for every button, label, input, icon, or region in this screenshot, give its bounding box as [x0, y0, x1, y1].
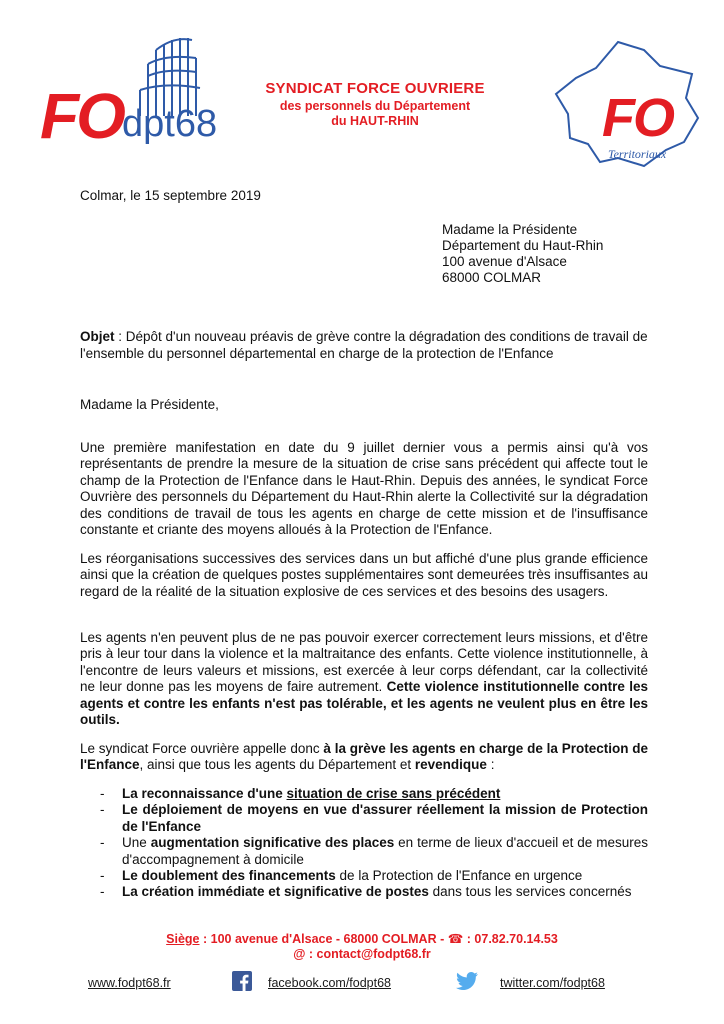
- svg-text:FO: FO: [602, 88, 673, 148]
- paragraph-4-text: , ainsi que tous les agents du Département et: [139, 757, 415, 773]
- list-item: [80, 835, 648, 868]
- salutation: Madame la Présidente,: [80, 397, 219, 412]
- facebook-icon[interactable]: [232, 971, 252, 991]
- demand-text: dans tous les services concernés: [428, 884, 632, 900]
- phone-icon: ☎: [447, 932, 464, 946]
- footer-email[interactable]: @ : contact@fodpt68.fr: [293, 947, 431, 961]
- recipient-line: Madame la Présidente: [442, 222, 578, 237]
- paragraph-4: [80, 741, 648, 774]
- paragraph-4-bold: revendique: [414, 757, 487, 773]
- svg-text:dpt68: dpt68: [122, 103, 218, 145]
- letter-date: Colmar, le 15 septembre 2019: [80, 188, 261, 203]
- fodpt68-logo-icon: [36, 30, 246, 150]
- paragraph-3-text: Les agents n'en peuvent plus de ne pas pouvoir exercer correctement leurs missions, et d'être pris à leur tour dans la violence et la maltraitance des enfants. Cette violence institutionnelle, à l'encontre de leurs valeurs et missions, est exercée à leur corps défendant, car la collectivité ne leur donne pas les moyens de faire autrement.: [80, 630, 648, 695]
- demand-text-bold: augmentation significative des places: [150, 835, 395, 851]
- paragraph-3-bold: Cette violence institutionnelle contre les agents et contre les enfants n'est pas tolérable, et les agents ne veulent plus en être les outils.: [80, 679, 648, 728]
- demand-text: Le déploiement de moyens en vue d'assurer réellement la mission de Protection de l'Enfance: [122, 802, 648, 834]
- list-item: [80, 786, 648, 802]
- svg-text:FO: FO: [40, 80, 123, 150]
- footer-address: [0, 931, 724, 946]
- recipient-line: Département du Haut-Rhin: [442, 238, 604, 253]
- demand-text: de la Protection de l'Enfance en urgence: [335, 868, 583, 884]
- recipient-address: [442, 222, 603, 286]
- subject-label: Objet: [80, 329, 115, 344]
- siege-label: Siège: [166, 932, 200, 946]
- recipient-line: 100 avenue d'Alsace: [442, 254, 567, 269]
- website-link[interactable]: www.fodpt68.fr: [88, 976, 171, 990]
- demand-text: en terme de lieux d'accueil et de mesures d'accompagnement à domicile: [122, 835, 648, 867]
- demand-text-bold: La création immédiate et significative de postes: [122, 884, 429, 900]
- org-line-3: du HAUT-RHIN: [331, 114, 419, 128]
- subject-line: [80, 328, 648, 362]
- demand-text-underlined: situation de crise sans précédent: [286, 786, 501, 801]
- phone-number: : 07.82.70.14.53: [463, 932, 558, 946]
- paragraph-3: [80, 630, 648, 728]
- list-item: [80, 802, 648, 835]
- facebook-link[interactable]: facebook.com/fodpt68: [268, 976, 391, 990]
- fo-territoriaux-logo-icon: [548, 38, 704, 170]
- twitter-icon[interactable]: [456, 972, 478, 990]
- org-line-2: des personnels du Département: [279, 99, 471, 113]
- demands-list: [80, 786, 648, 901]
- demand-text-bold: Le doublement des financements: [122, 868, 336, 884]
- svg-text:Territoriaux: Territoriaux: [608, 147, 667, 161]
- demand-text: La reconnaissance d'une: [122, 786, 287, 801]
- paragraph-4-bold: à la grève les agents en charge de la Protection de l'Enfance: [80, 741, 648, 773]
- paragraph-2: Les réorganisations successives des services dans un but affiché d'une plus grande efficience ainsi que la création de quelques postes supplémentaires sont demeurées très insuffisantes au regard de la réalité de la situation explosive de ces services et des besoins des usagers.: [80, 551, 648, 599]
- twitter-link[interactable]: twitter.com/fodpt68: [500, 976, 605, 990]
- recipient-line: 68000 COLMAR: [442, 270, 542, 285]
- paragraph-1: Une première manifestation en date du 9 juillet dernier vous a permis ainsi qu'à vos représentants de prendre la mesure de la situation de crise sans précédent qui affecte tout le champ de la Protection de l'Enfance dans le Haut-Rhin. Depuis des années, le syndicat Force Ouvrière des personnels du Département du Haut-Rhin alerte la Collectivité sur la dégradation des conditions de travail de tous les agents en charge de cette mission et de l'insuffisance constante et criante des moyens alloués à la Protection de l'Enfance.: [80, 440, 648, 538]
- subject-text: : Dépôt d'un nouveau préavis de grève contre la dégradation des conditions de travail de l'ensemble du personnel départemental en charge de la protection de l'Enfance: [80, 329, 648, 361]
- organisation-title: [250, 80, 500, 128]
- org-line-1: SYNDICAT FORCE OUVRIERE: [265, 80, 485, 97]
- list-item: [80, 868, 648, 884]
- paragraph-4-text: Le syndicat Force ouvrière appelle donc: [80, 741, 324, 756]
- demand-text: Une: [122, 835, 151, 851]
- list-item: [80, 884, 648, 900]
- paragraph-4-text: :: [486, 757, 495, 773]
- siege-text: : 100 avenue d'Alsace - 68000 COLMAR -: [199, 932, 448, 946]
